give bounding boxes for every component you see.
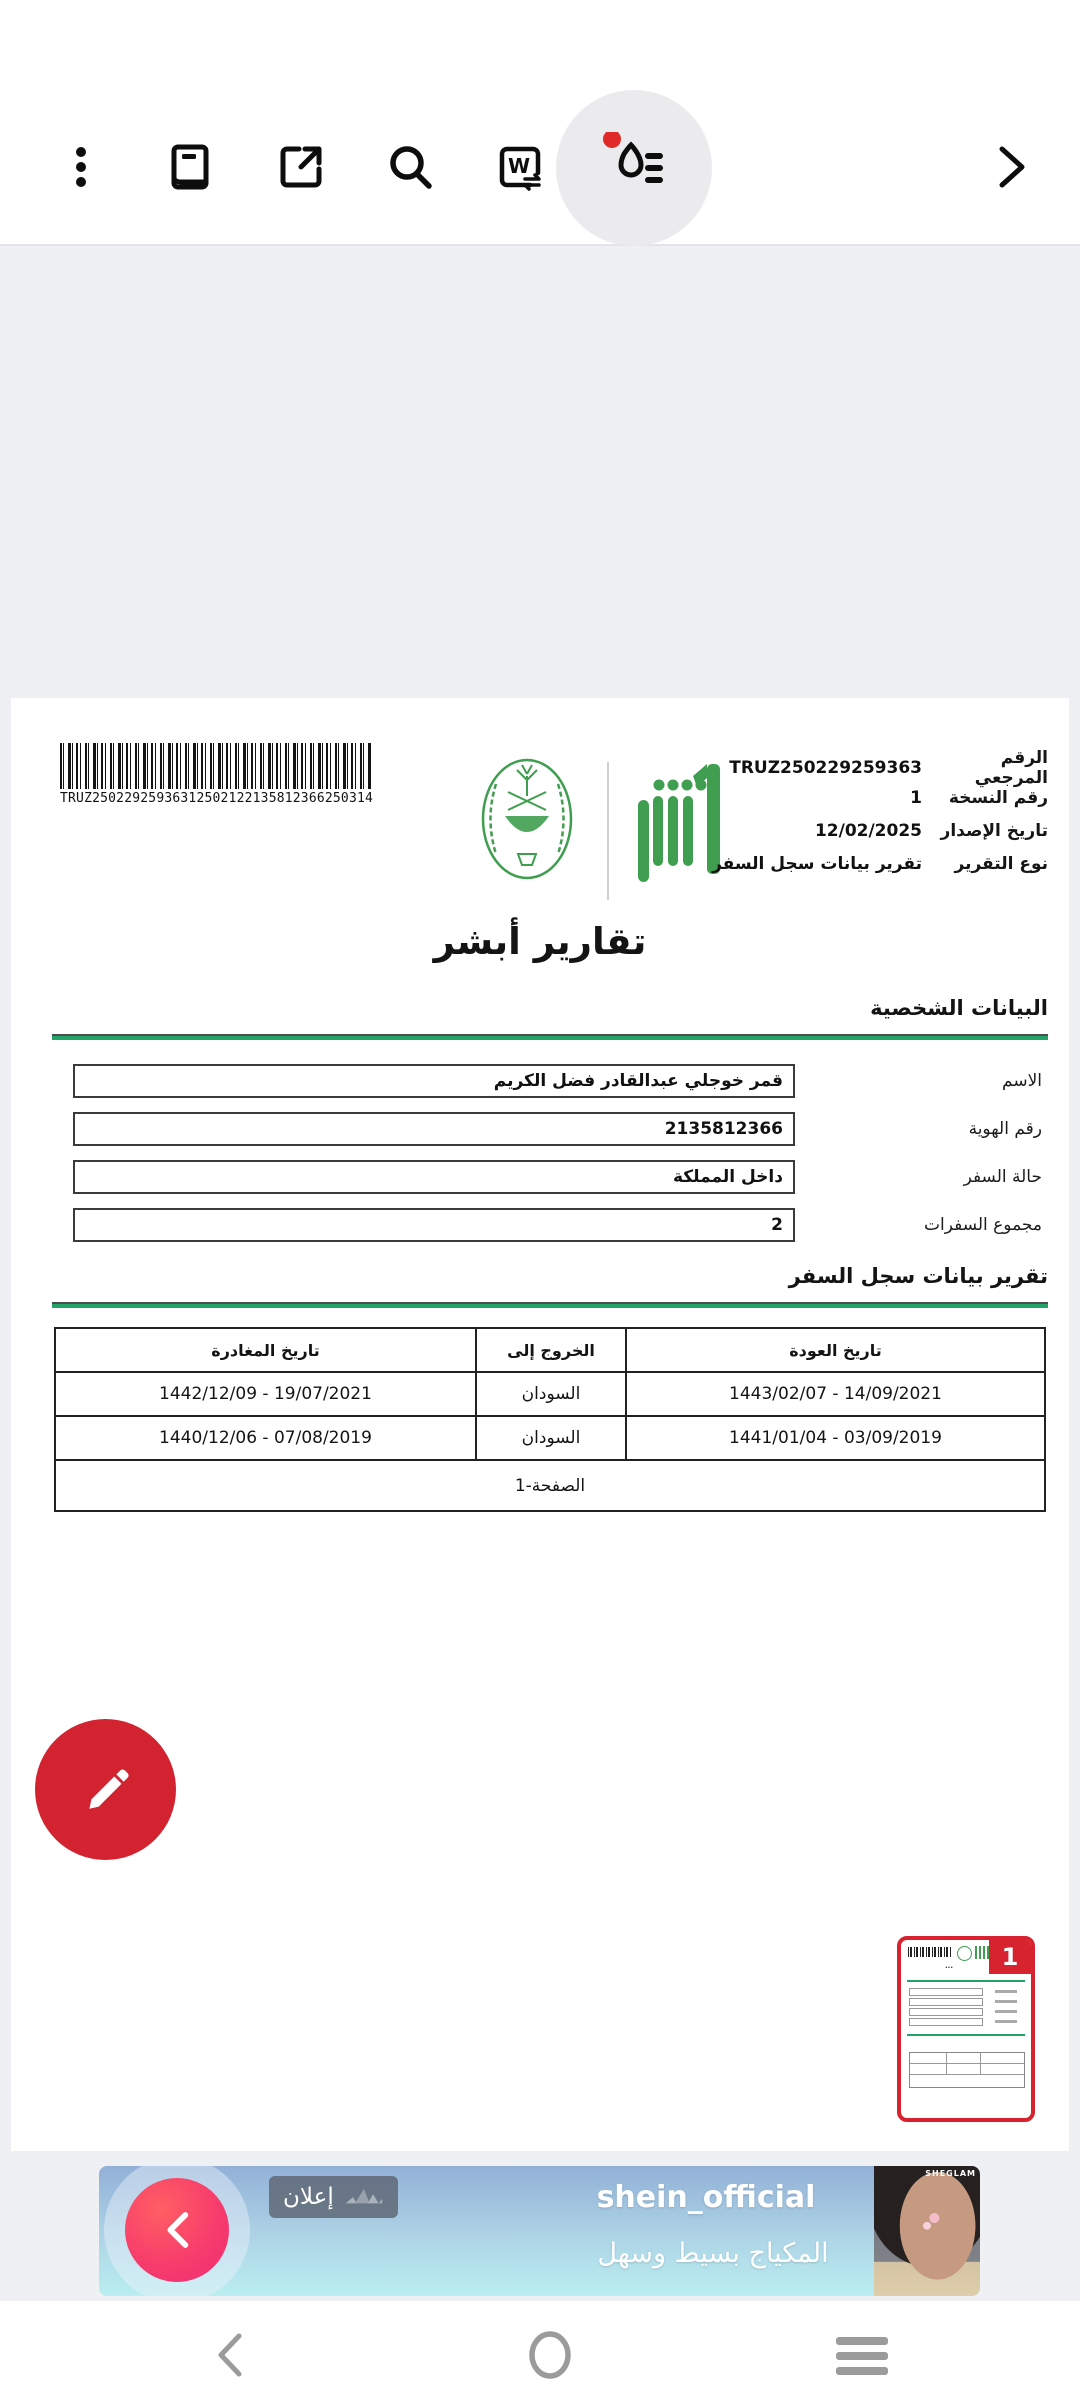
info-label: تاريخ الإصدار [940, 820, 1048, 841]
ad-banner[interactable] [99, 2166, 980, 2296]
personal-section-heading: البيانات الشخصية [870, 996, 1048, 1020]
top-toolbar [0, 0, 1080, 246]
field-value-box: قمر خوجلي عبدالقادر فضل الكريم [73, 1064, 795, 1098]
travel-log-table [54, 1327, 1046, 1512]
field-label: مجموع السفرات [923, 1215, 1042, 1235]
field-row [52, 1064, 1048, 1098]
table-row [55, 1416, 1045, 1460]
section-rule [52, 1302, 1048, 1308]
thumbnail-rule [907, 2034, 1025, 2036]
departure-date-cell: 1442/12/09 - 19/07/2021 [55, 1372, 476, 1416]
table-header-row [55, 1328, 1045, 1372]
field-label: رقم الهوية [968, 1119, 1042, 1139]
info-value: 12/02/2025 [814, 820, 922, 841]
info-value: تقرير بيانات سجل السفر [712, 853, 922, 874]
section-rule [52, 1034, 1048, 1040]
nav-back-icon[interactable] [206, 2329, 258, 2381]
info-value: TRUZ250229259363 [729, 758, 922, 778]
page-thumbnail[interactable] [897, 1936, 1035, 2122]
info-row [592, 748, 1048, 788]
thumbnail-title: ··· [945, 1964, 953, 1972]
table-footer-row [55, 1460, 1045, 1511]
return-date-cell: 1443/02/07 - 14/09/2021 [626, 1372, 1045, 1416]
ad-tagline: المكياج بسيط وسهل [597, 2238, 829, 2269]
ad-choices-icon [344, 2185, 384, 2209]
page-footer-cell: الصفحة-1 [55, 1460, 1045, 1511]
thumbnail-barcode [908, 1947, 952, 1957]
departure-date-cell: 1440/12/06 - 07/08/2019 [55, 1416, 476, 1460]
info-row [592, 814, 1048, 847]
info-label: نوع التقرير [954, 853, 1048, 874]
field-value-box: 2135812366 [73, 1112, 795, 1146]
search-icon[interactable] [384, 141, 436, 193]
chevron-left-icon [162, 2209, 192, 2251]
ad-model-photo [874, 2166, 980, 2296]
info-label: رقم النسخة [948, 787, 1048, 808]
open-in-new-icon[interactable] [275, 141, 327, 193]
col-return-date: تاريخ العودة [626, 1328, 1045, 1372]
exit-to-cell: السودان [476, 1372, 626, 1416]
barcode [60, 743, 378, 806]
info-row [592, 847, 1048, 880]
field-value-box: 2 [73, 1208, 795, 1242]
edit-fab-button[interactable] [35, 1719, 176, 1860]
field-value-box: داخل المملكة [73, 1160, 795, 1194]
document-title: تقارير أبشر [433, 920, 647, 963]
expand-toolbar-chevron-icon[interactable] [984, 141, 1036, 193]
thumbnail-page-number-badge: 1 [989, 1940, 1031, 1974]
annotate-drop-icon[interactable] [602, 132, 654, 184]
return-date-cell: 1441/01/04 - 03/09/2019 [626, 1416, 1045, 1460]
travel-section-heading: تقرير بيانات سجل السفر [788, 1264, 1048, 1288]
notification-dot [603, 132, 621, 148]
nav-recents-icon[interactable] [836, 2329, 888, 2381]
barcode-bars [60, 743, 372, 789]
system-navigation-bar [0, 2300, 1080, 2408]
thumbnail-absher-icon [975, 1946, 989, 1959]
ministry-of-interior-emblem-icon [479, 756, 575, 886]
exit-to-cell: السودان [476, 1416, 626, 1460]
nav-home-icon[interactable] [524, 2329, 576, 2381]
document-page [11, 698, 1069, 2151]
barcode-text: TRUZ25022925936312502122135812366250314 [60, 791, 374, 806]
ad-advertiser-name: shein_official [596, 2180, 816, 2215]
info-label: الرقم المرجعي [974, 748, 1048, 788]
document-viewer-area[interactable] [0, 246, 1080, 2300]
ad-brand-watermark: SHEGLAM [925, 2169, 976, 2178]
field-row [52, 1160, 1048, 1194]
thumbnail-table [909, 2052, 1025, 2088]
ad-label-badge [269, 2176, 398, 2218]
ad-collapse-button[interactable] [125, 2178, 229, 2282]
info-value: 1 [910, 787, 922, 808]
thumbnail-rule [907, 1980, 1025, 1982]
kebab-menu-icon[interactable] [55, 141, 107, 193]
pencil-icon [79, 1763, 133, 1817]
report-metadata [592, 748, 1048, 880]
thumbnail-emblem-icon [957, 1946, 972, 1961]
field-row [52, 1112, 1048, 1146]
field-row [52, 1208, 1048, 1242]
col-departure-date: تاريخ المغادرة [55, 1328, 476, 1372]
reader-mode-icon[interactable] [164, 141, 216, 193]
svg-text:W: W [507, 154, 531, 178]
field-label: الاسم [1002, 1071, 1042, 1091]
ad-label-text: إعلان [283, 2184, 334, 2210]
table-row [55, 1372, 1045, 1416]
col-exit-to: الخروج إلى [476, 1328, 626, 1372]
word-convert-icon[interactable] [494, 141, 546, 193]
field-label: حالة السفر [963, 1167, 1042, 1187]
